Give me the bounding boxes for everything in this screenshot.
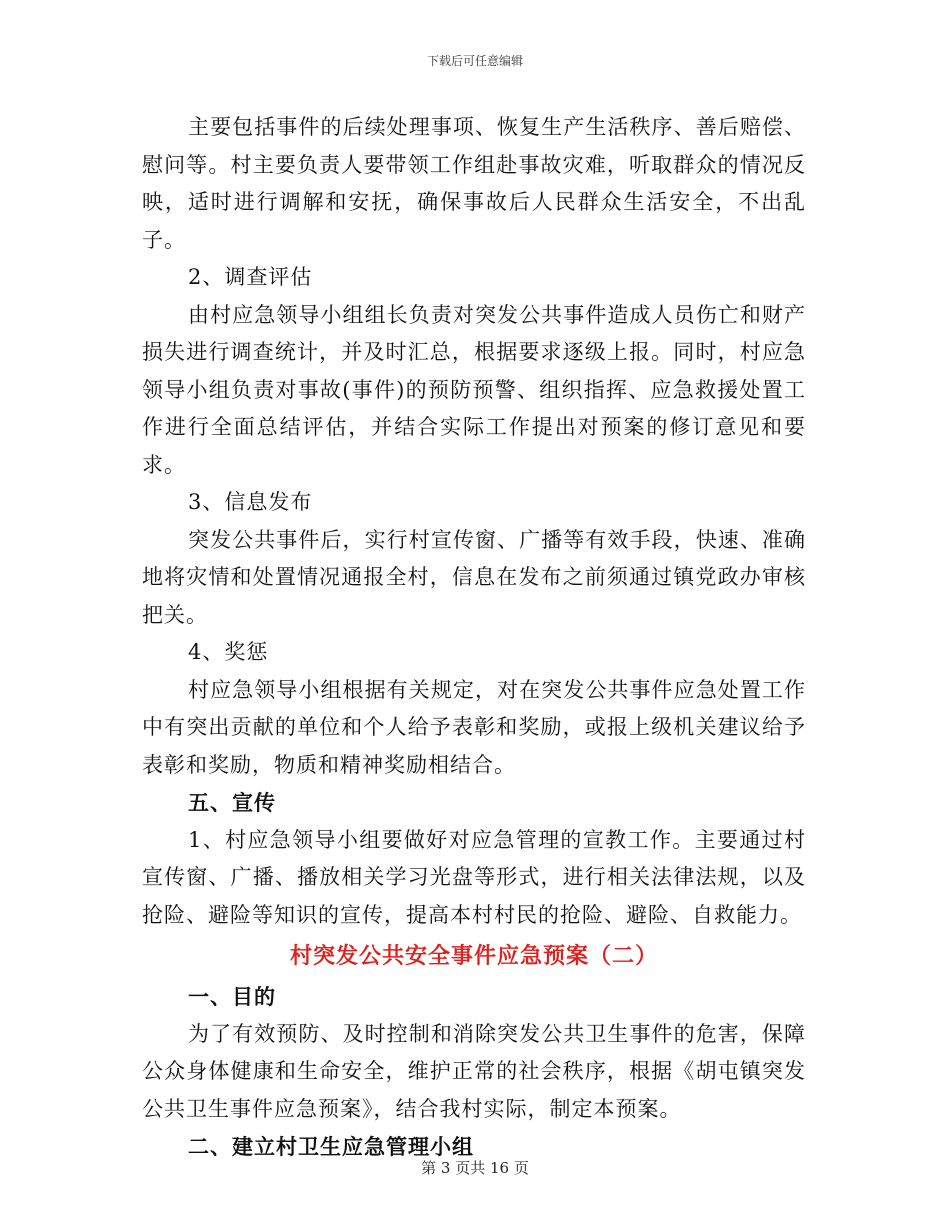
document-body — [142, 109, 806, 1166]
paragraph-information-release: 突发公共事件后，实行村宣传窗、广播等有效手段，快速、准确地将灾情和处置情况通报全村，信息在发布之前须通过镇党政办审核把关。 — [142, 527, 806, 627]
heading-purpose: 一、目的 — [188, 984, 276, 1009]
page-footer: 第 3 页共 16 页 — [421, 1159, 529, 1177]
heading-publicity: 五、宣传 — [188, 790, 276, 815]
paragraph-rewards-penalties: 村应急领导小组根据有关规定，对在突发公共事件应急处置工作中有突出贡献的单位和个人给予表彰和奖励，或报上级机关建议给予表彰和奖励，物质和精神奖励相结合。 — [142, 677, 806, 777]
paragraph-survey-evaluation: 由村应急领导小组组长负责对突发公共事件造成人员伤亡和财产损失进行调查统计，并及时汇总，根据要求逐级上报。同时，村应急领导小组负责对事故(事件)的预防预警、组织指挥、应急救援处置工作进行全面总结评估，并结合实际工作提出对预案的修订意见和要求。 — [142, 302, 806, 477]
paragraph-publicity: 1、村应急领导小组要做好对应急管理的宣教工作。主要通过村宣传窗、广播、播放相关学习光盘等形式，进行相关法律法规，以及抢险、避险等知识的宣传，提高本村村民的抢险、避险、自救能力。 — [142, 827, 806, 927]
heading-health-management-group: 二、建立村卫生应急管理小组 — [188, 1134, 474, 1159]
heading-rewards-penalties: 4、奖惩 — [188, 640, 269, 664]
paragraph-aftermath: 主要包括事件的后续处理事项、恢复生产生活秩序、善后赔偿、慰问等。村主要负责人要带领工作组赴事故灾难，听取群众的情况反映，适时进行调解和安抚，确保事故后人民群众生活安全，不出乱子。 — [142, 115, 806, 252]
heading-survey-evaluation: 2、调查评估 — [188, 265, 313, 289]
section-title-plan-two: 村突发公共安全事件应急预案（二） — [289, 943, 658, 969]
heading-information-release: 3、信息发布 — [188, 490, 313, 514]
paragraph-purpose: 为了有效预防、及时控制和消除突发公共卫生事件的危害，保障公众身体健康和生命安全，维护正常的社会秩序，根据《胡屯镇突发公共卫生事件应急预案》，结合我村实际，制定本预案。 — [142, 1021, 806, 1121]
page-header: 下载后可任意编辑 — [426, 54, 523, 68]
